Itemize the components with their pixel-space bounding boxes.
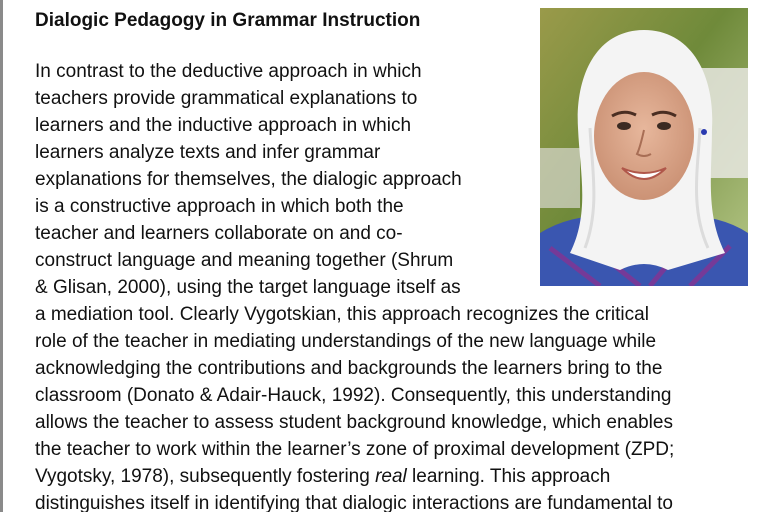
body-line: explanations for themselves, the dialogic approach	[35, 169, 462, 190]
body-line: acknowledging the contributions and backgrounds the learners bring to the	[35, 358, 663, 379]
body-line: teachers provide grammatical explanations to	[35, 88, 418, 109]
body-line: allows the teacher to assess student background knowledge, which enables	[35, 412, 673, 433]
body-line-segment: learning. This approach	[406, 466, 611, 487]
body-line: construct language and meaning together (Shrum	[35, 250, 454, 271]
emphasis-word: real	[375, 466, 407, 487]
body-line: role of the teacher in mediating understandings of the new language while	[35, 331, 657, 352]
page-left-border	[0, 0, 3, 512]
body-line: learners analyze texts and infer grammar	[35, 142, 381, 163]
body-line: In contrast to the deductive approach in which	[35, 61, 422, 82]
body-line: a mediation tool. Clearly Vygotskian, this approach recognizes the critical	[35, 304, 649, 325]
body-line: is a constructive approach in which both the	[35, 196, 404, 217]
body-line-cutoff: distinguishes itself in identifying that dialogic interactions are fundamental to	[35, 493, 673, 512]
body-line-segment: Vygotsky, 1978), subsequently fostering	[35, 466, 376, 487]
body-line-with-emphasis	[35, 463, 674, 490]
body-line: learners and the inductive approach in which	[35, 115, 412, 136]
body-line: teacher and learners collaborate on and co-	[35, 223, 403, 244]
article	[35, 0, 748, 512]
article-heading: Dialogic Pedagogy in Grammar Instruction	[35, 10, 421, 31]
article-body	[35, 58, 674, 512]
body-line: the teacher to work within the learner’s zone of proximal development (ZPD;	[35, 439, 675, 460]
body-line: & Glisan, 2000), using the target language itself as	[35, 277, 461, 298]
body-line: classroom (Donato & Adair-Hauck, 1992). Consequently, this understanding	[35, 385, 672, 406]
